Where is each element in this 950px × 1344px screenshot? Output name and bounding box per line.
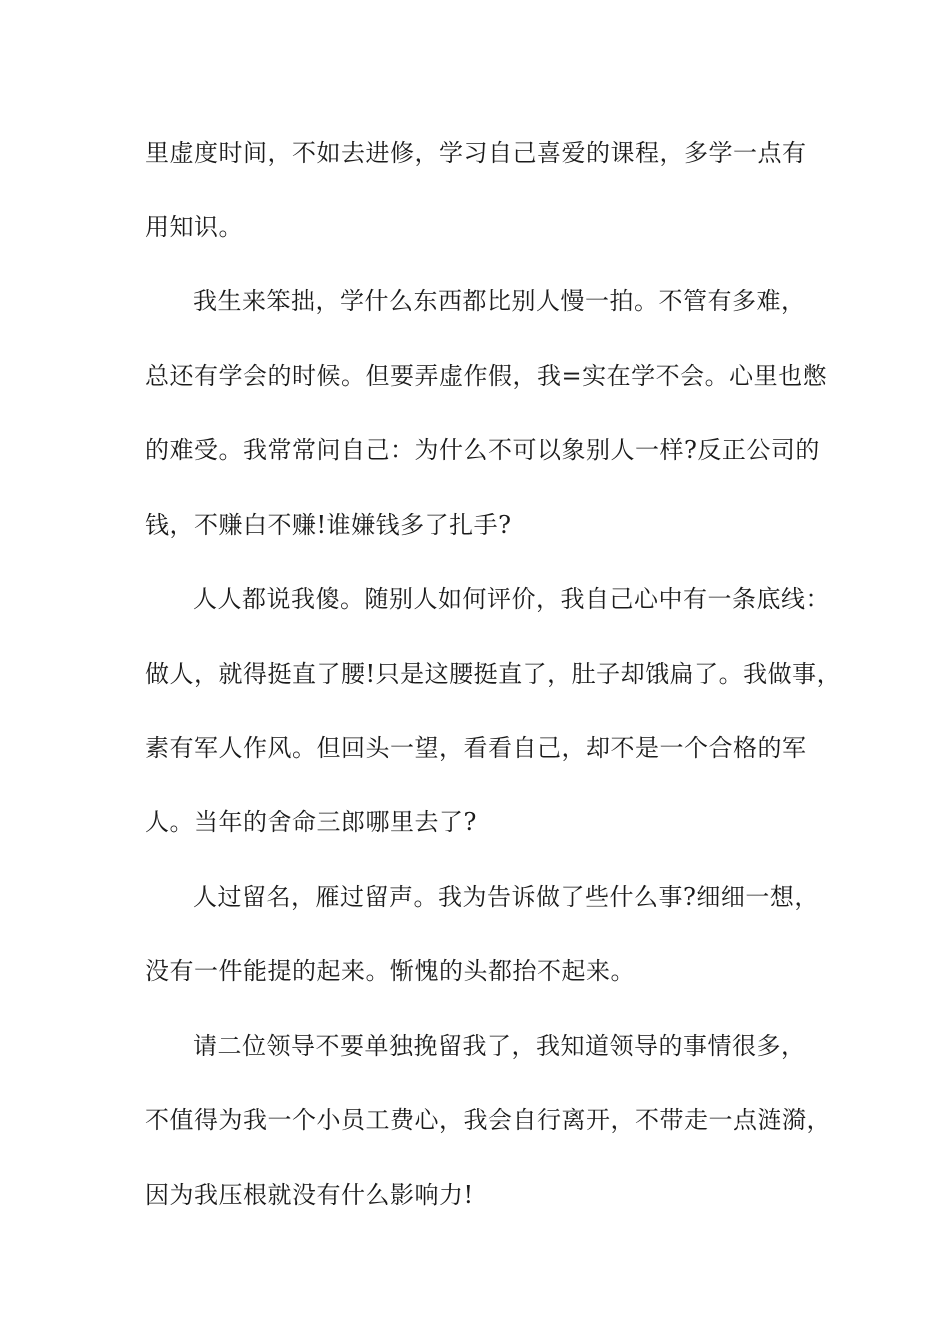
paragraph-start-line: 请二位领导不要单独挽留我了，我知道领导的事情很多，	[193, 1032, 806, 1060]
text-line: 做人，就得挺直了腰!只是这腰挺直了，肚子却饿扁了。我做事，	[145, 660, 842, 688]
paragraph-start-line: 我生来笨拙，学什么东西都比别人慢一拍。不管有多难，	[193, 287, 806, 315]
text-line: 人。当年的舍命三郎哪里去了?	[145, 808, 477, 836]
paragraph-start-line: 人过留名，雁过留声。我为告诉做了些什么事?细细一想，	[193, 883, 819, 911]
text-line: 没有一件能提的起来。惭愧的头都抬不起来。	[145, 957, 635, 985]
text-line: 不值得为我一个小员工费心，我会自行离开，不带走一点涟漪，	[145, 1106, 831, 1134]
text-line: 总还有学会的时候。但要弄虚作假，我=实在学不会。心里也憋	[145, 362, 828, 390]
text-line: 用知识。	[145, 213, 243, 241]
paragraph-start-line: 人人都说我傻。随别人如何评价，我自己心中有一条底线：	[193, 585, 830, 613]
text-line: 钱，不赚白不赚!谁嫌钱多了扎手?	[145, 511, 512, 539]
text-line: 里虚度时间，不如去进修，学习自己喜爱的课程，多学一点有	[145, 139, 807, 167]
text-line: 素有军人作风。但回头一望，看看自己，却不是一个合格的军	[145, 734, 807, 762]
text-line: 因为我压根就没有什么影响力!	[145, 1181, 474, 1209]
text-line: 的难受。我常常问自己：为什么不可以象别人一样?反正公司的	[145, 436, 820, 464]
